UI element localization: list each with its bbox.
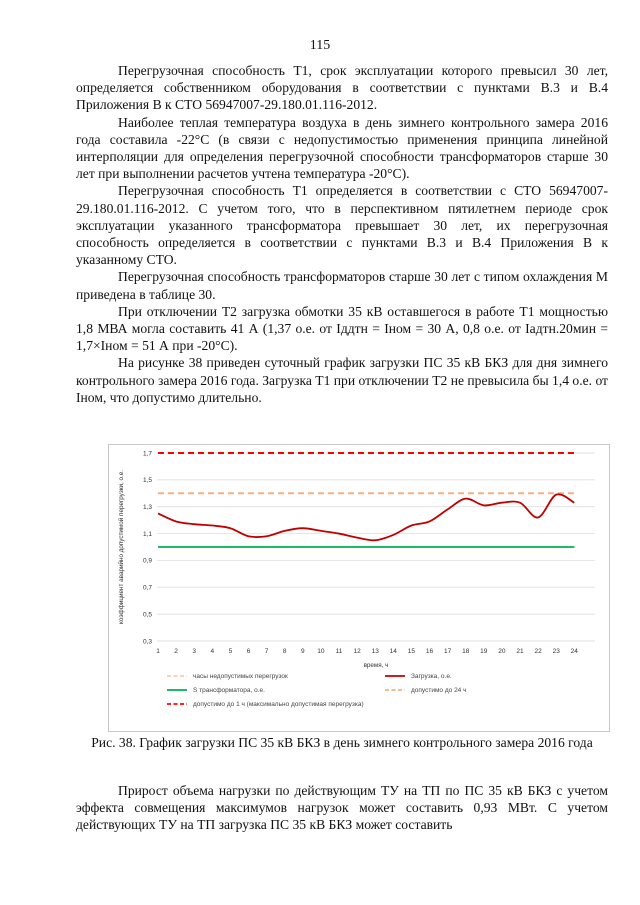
x-tick-label: 23 — [552, 648, 560, 655]
paragraph: На рисунке 38 приведен суточный график загрузки ПС 35 кВ БКЗ для дня зимнего контрольного замера 2016 года. Загрузка Т1 при отключении Т2 не превысила бы 1,4 о.е. от Iном, что допустимо длительно. — [76, 355, 609, 405]
paragraph: Перегрузочная способность трансформаторов старше 30 лет с типом охлаждения М приведена в таблице 30. — [76, 269, 608, 302]
x-tick-label: 11 — [335, 648, 343, 655]
y-tick-label: 0,7 — [142, 584, 152, 592]
chart-figure — [108, 444, 610, 732]
x-tick-label: 19 — [480, 648, 488, 655]
x-tick-label: 6 — [246, 648, 251, 655]
y-tick-label: 0,9 — [142, 557, 152, 565]
paragraph: Перегрузочная способность Т1, срок эксплуатации которого превысил 30 лет, определяется собственником оборудования в соответствии с пунктами В.3 и В.4 Приложения В к СТО 56947007-29.180.01.116-2012. — [76, 63, 608, 113]
x-tick-label: 18 — [462, 648, 470, 655]
paragraph: При отключении Т2 загрузка обмотки 35 кВ оставшегося в работе Т1 мощностью 1,8 МВА могла составить 41 А (1,37 о.е. от Iддтн = Iном = 30 А, 0,8 о.е. от Iадтн.20мин = 1,7×Iном = 51 А при -20°С). — [76, 303, 608, 354]
x-tick-label: 1 — [156, 648, 160, 655]
y-tick-label: 0,5 — [142, 611, 152, 619]
x-tick-label: 15 — [407, 648, 416, 655]
paragraph: Наиболее теплая температура воздуха в день зимнего контрольного замера 2016 года составила -22°С (в связи с недопустимостью применения принципа линейной интерполяции для определения перегрузочной способности трансформаторов старше 30 лет при выполнении расчетов учтена температура -20°С). — [76, 114, 608, 182]
x-tick-label: 13 — [371, 648, 379, 655]
x-tick-label: 3 — [192, 648, 197, 655]
x-tick-label: 9 — [300, 648, 305, 655]
x-tick-label: 10 — [317, 648, 325, 655]
y-tick-label: 0,3 — [142, 638, 152, 646]
y-tick-label: 1,1 — [142, 530, 152, 538]
x-tick-label: 2 — [174, 648, 178, 655]
legend-label: Загрузка, о.е. — [411, 673, 452, 681]
x-axis-title: время, ч — [363, 662, 389, 669]
x-tick-label: 24 — [570, 648, 578, 655]
x-tick-label: 4 — [210, 648, 215, 655]
legend-label: допустимо до 1 ч (максимально допустимая перегрузка) — [193, 701, 364, 709]
figure-caption: Рис. 38. График загрузки ПС 35 кВ БКЗ в день зимнего контрольного замера 2016 года — [91, 735, 593, 750]
x-tick-label: 14 — [389, 648, 397, 655]
x-tick-label: 12 — [353, 648, 361, 655]
x-tick-label: 17 — [443, 648, 452, 655]
legend-label: S трансформатора, о.е. — [193, 687, 265, 695]
y-axis-title: коэффициент аварийно допустимой перегрузки, о.е. — [118, 470, 125, 624]
page-number: 115 — [309, 38, 331, 53]
x-tick-label: 21 — [516, 648, 524, 655]
x-tick-label: 5 — [228, 648, 233, 655]
legend-label: допустимо до 24 ч — [411, 687, 467, 695]
body-text-continued — [76, 782, 608, 834]
load-chart — [109, 445, 609, 731]
body-text — [76, 62, 608, 406]
x-tick-label: 16 — [425, 648, 434, 655]
y-tick-label: 1,7 — [142, 450, 152, 458]
paragraph: Перегрузочная способность Т1 определяется в соответствии с СТО 56947007-29.180.01.116-2012. С учетом того, что в перспективном пятилетнем периоде срок эксплуатации указанного трансформатора превышает 30 лет, их перегрузочная способность определяется в соответствии с пунктами В.3 и В.4 Приложения В к указанному СТО. — [76, 183, 608, 268]
paragraph: Прирост объема нагрузки по действующим ТУ на ТП по ПС 35 кВ БКЗ с учетом эффекта совмещения максимумов нагрузок может составить 0,93 МВт. С учетом действующих ТУ на ТП загрузка ПС 35 кВ БКЗ может составить — [76, 783, 608, 833]
x-tick-label: 22 — [534, 648, 542, 655]
y-tick-label: 1,3 — [142, 504, 152, 512]
x-tick-label: 7 — [264, 648, 269, 655]
y-tick-label: 1,5 — [142, 477, 152, 485]
legend-label: часы недопустимых перегрузок — [193, 673, 288, 681]
x-tick-label: 20 — [498, 648, 506, 655]
x-tick-label: 8 — [282, 648, 287, 655]
